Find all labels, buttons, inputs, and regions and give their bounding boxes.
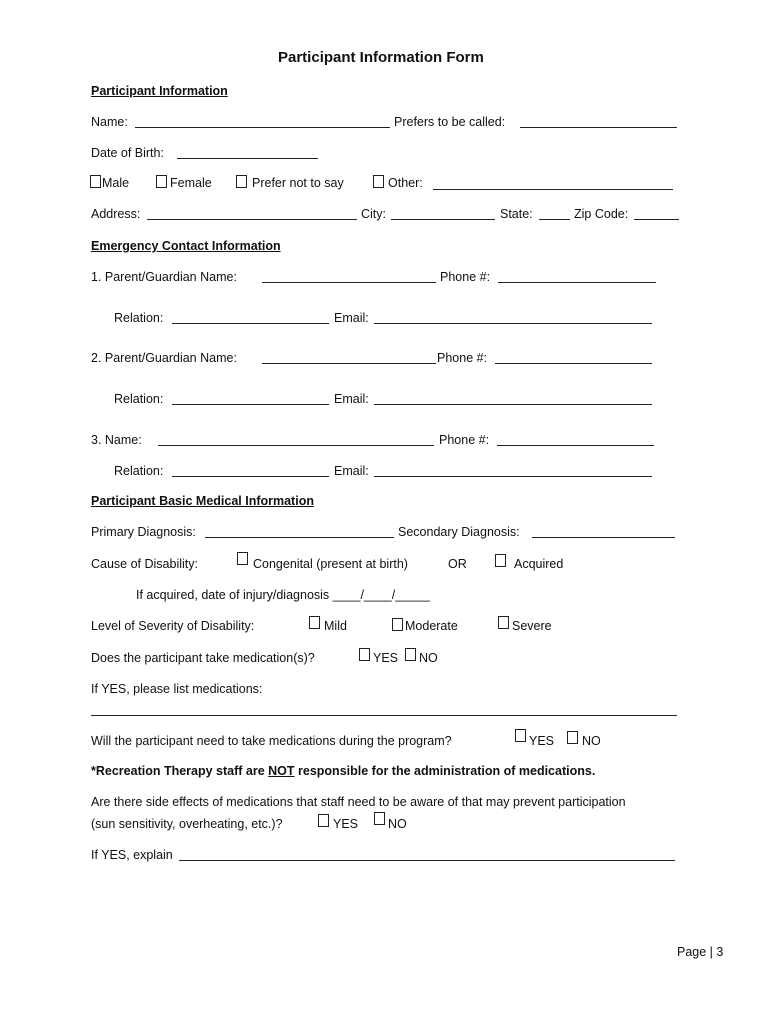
congenital-label: Congenital (present at birth) [253, 557, 408, 571]
acquired-checkbox[interactable] [495, 554, 506, 567]
contact2-relation-field[interactable] [172, 404, 329, 405]
list-meds-label: If YES, please list medications: [91, 682, 263, 696]
contact1-name-field[interactable] [262, 282, 436, 283]
severe-label: Severe [512, 619, 552, 633]
contact1-phone-label: Phone #: [440, 270, 491, 284]
contact2-email-label: Email: [334, 392, 369, 406]
prefer-not-checkbox[interactable] [236, 175, 247, 188]
disclaimer-not: NOT [268, 764, 295, 778]
takes-meds-question: Does the participant take medication(s)? [91, 651, 315, 665]
side-effects-no-checkbox[interactable] [374, 812, 385, 825]
mild-label: Mild [324, 619, 347, 633]
contact1-relation-label: Relation: [114, 311, 164, 325]
section-heading-emergency: Emergency Contact Information [91, 239, 281, 253]
section-heading-participant: Participant Information [91, 84, 228, 98]
contact1-email-label: Email: [334, 311, 369, 325]
acquired-label: Acquired [514, 557, 564, 571]
other-field[interactable] [433, 189, 673, 190]
primary-diagnosis-field[interactable] [205, 537, 394, 538]
dob-field[interactable] [177, 158, 318, 159]
other-checkbox[interactable] [373, 175, 384, 188]
contact3-name-label: 3. Name: [91, 433, 142, 447]
page-title: Participant Information Form [278, 49, 484, 66]
prefers-field[interactable] [520, 127, 677, 128]
dob-label: Date of Birth: [91, 146, 164, 160]
secondary-diagnosis-field[interactable] [532, 537, 675, 538]
moderate-checkbox[interactable] [392, 618, 403, 631]
during-program-question: Will the participant need to take medications during the program? [91, 734, 452, 748]
contact3-phone-field[interactable] [497, 445, 654, 446]
zip-field[interactable] [634, 219, 679, 220]
takes-meds-yes-checkbox[interactable] [359, 648, 370, 661]
side-effects-yes-label: YES [333, 817, 359, 831]
disclaimer-post: responsible for the administration of medications. [294, 764, 596, 778]
explain-field[interactable] [179, 860, 675, 861]
severe-checkbox[interactable] [498, 616, 509, 629]
section-heading-medical: Participant Basic Medical Information [91, 494, 314, 508]
name-field[interactable] [135, 127, 390, 128]
contact2-relation-label: Relation: [114, 392, 164, 406]
injury-date-prompt: If acquired, date of injury/diagnosis ____/____/_____ [136, 588, 430, 602]
zip-label: Zip Code: [574, 207, 629, 221]
female-checkbox[interactable] [156, 175, 167, 188]
contact1-email-field[interactable] [374, 323, 652, 324]
disclaimer-pre: *Recreation Therapy staff are [91, 764, 269, 778]
or-label: OR [448, 557, 467, 571]
contact2-phone-field[interactable] [495, 363, 652, 364]
cause-label: Cause of Disability: [91, 557, 198, 571]
congenital-checkbox[interactable] [237, 552, 248, 565]
medications-field[interactable] [91, 715, 677, 716]
primary-diagnosis-label: Primary Diagnosis: [91, 525, 196, 539]
state-field[interactable] [539, 219, 570, 220]
takes-meds-yes-label: YES [373, 651, 399, 665]
contact2-name-field[interactable] [262, 363, 436, 364]
contact3-email-field[interactable] [374, 476, 652, 477]
contact3-relation-field[interactable] [172, 476, 329, 477]
contact2-phone-label: Phone #: [437, 351, 488, 365]
name-label: Name: [91, 115, 128, 129]
city-label: City: [361, 207, 386, 221]
moderate-label: Moderate [405, 619, 458, 633]
male-checkbox[interactable] [90, 175, 101, 188]
male-label: Male [102, 176, 130, 190]
side-effects-question-line1: Are there side effects of medications that staff need to be aware of that may prevent participation [91, 795, 626, 809]
page-number: Page | 3 [677, 945, 724, 959]
contact3-phone-label: Phone #: [439, 433, 490, 447]
contact3-relation-label: Relation: [114, 464, 164, 478]
explain-label: If YES, explain [91, 848, 173, 862]
side-effects-yes-checkbox[interactable] [318, 814, 329, 827]
contact1-relation-field[interactable] [172, 323, 329, 324]
state-label: State: [500, 207, 533, 221]
contact3-email-label: Email: [334, 464, 369, 478]
address-field[interactable] [147, 219, 357, 220]
takes-meds-no-label: NO [419, 651, 438, 665]
secondary-diagnosis-label: Secondary Diagnosis: [398, 525, 520, 539]
during-program-no-checkbox[interactable] [567, 731, 578, 744]
contact1-name-label: 1. Parent/Guardian Name: [91, 270, 237, 284]
prefers-label: Prefers to be called: [394, 115, 506, 129]
city-field[interactable] [391, 219, 495, 220]
disclaimer [91, 763, 595, 779]
mild-checkbox[interactable] [309, 616, 320, 629]
contact1-phone-field[interactable] [498, 282, 656, 283]
contact3-name-field[interactable] [158, 445, 434, 446]
side-effects-question-line2: (sun sensitivity, overheating, etc.)? [91, 817, 283, 831]
contact2-name-label: 2. Parent/Guardian Name: [91, 351, 237, 365]
female-label: Female [170, 176, 212, 190]
contact2-email-field[interactable] [374, 404, 652, 405]
address-label: Address: [91, 207, 141, 221]
severity-label: Level of Severity of Disability: [91, 619, 255, 633]
side-effects-no-label: NO [388, 817, 407, 831]
takes-meds-no-checkbox[interactable] [405, 648, 416, 661]
prefer-not-label: Prefer not to say [252, 176, 344, 190]
during-program-yes-checkbox[interactable] [515, 729, 526, 742]
during-program-no-label: NO [582, 734, 601, 748]
other-label: Other: [388, 176, 423, 190]
during-program-yes-label: YES [529, 734, 555, 748]
